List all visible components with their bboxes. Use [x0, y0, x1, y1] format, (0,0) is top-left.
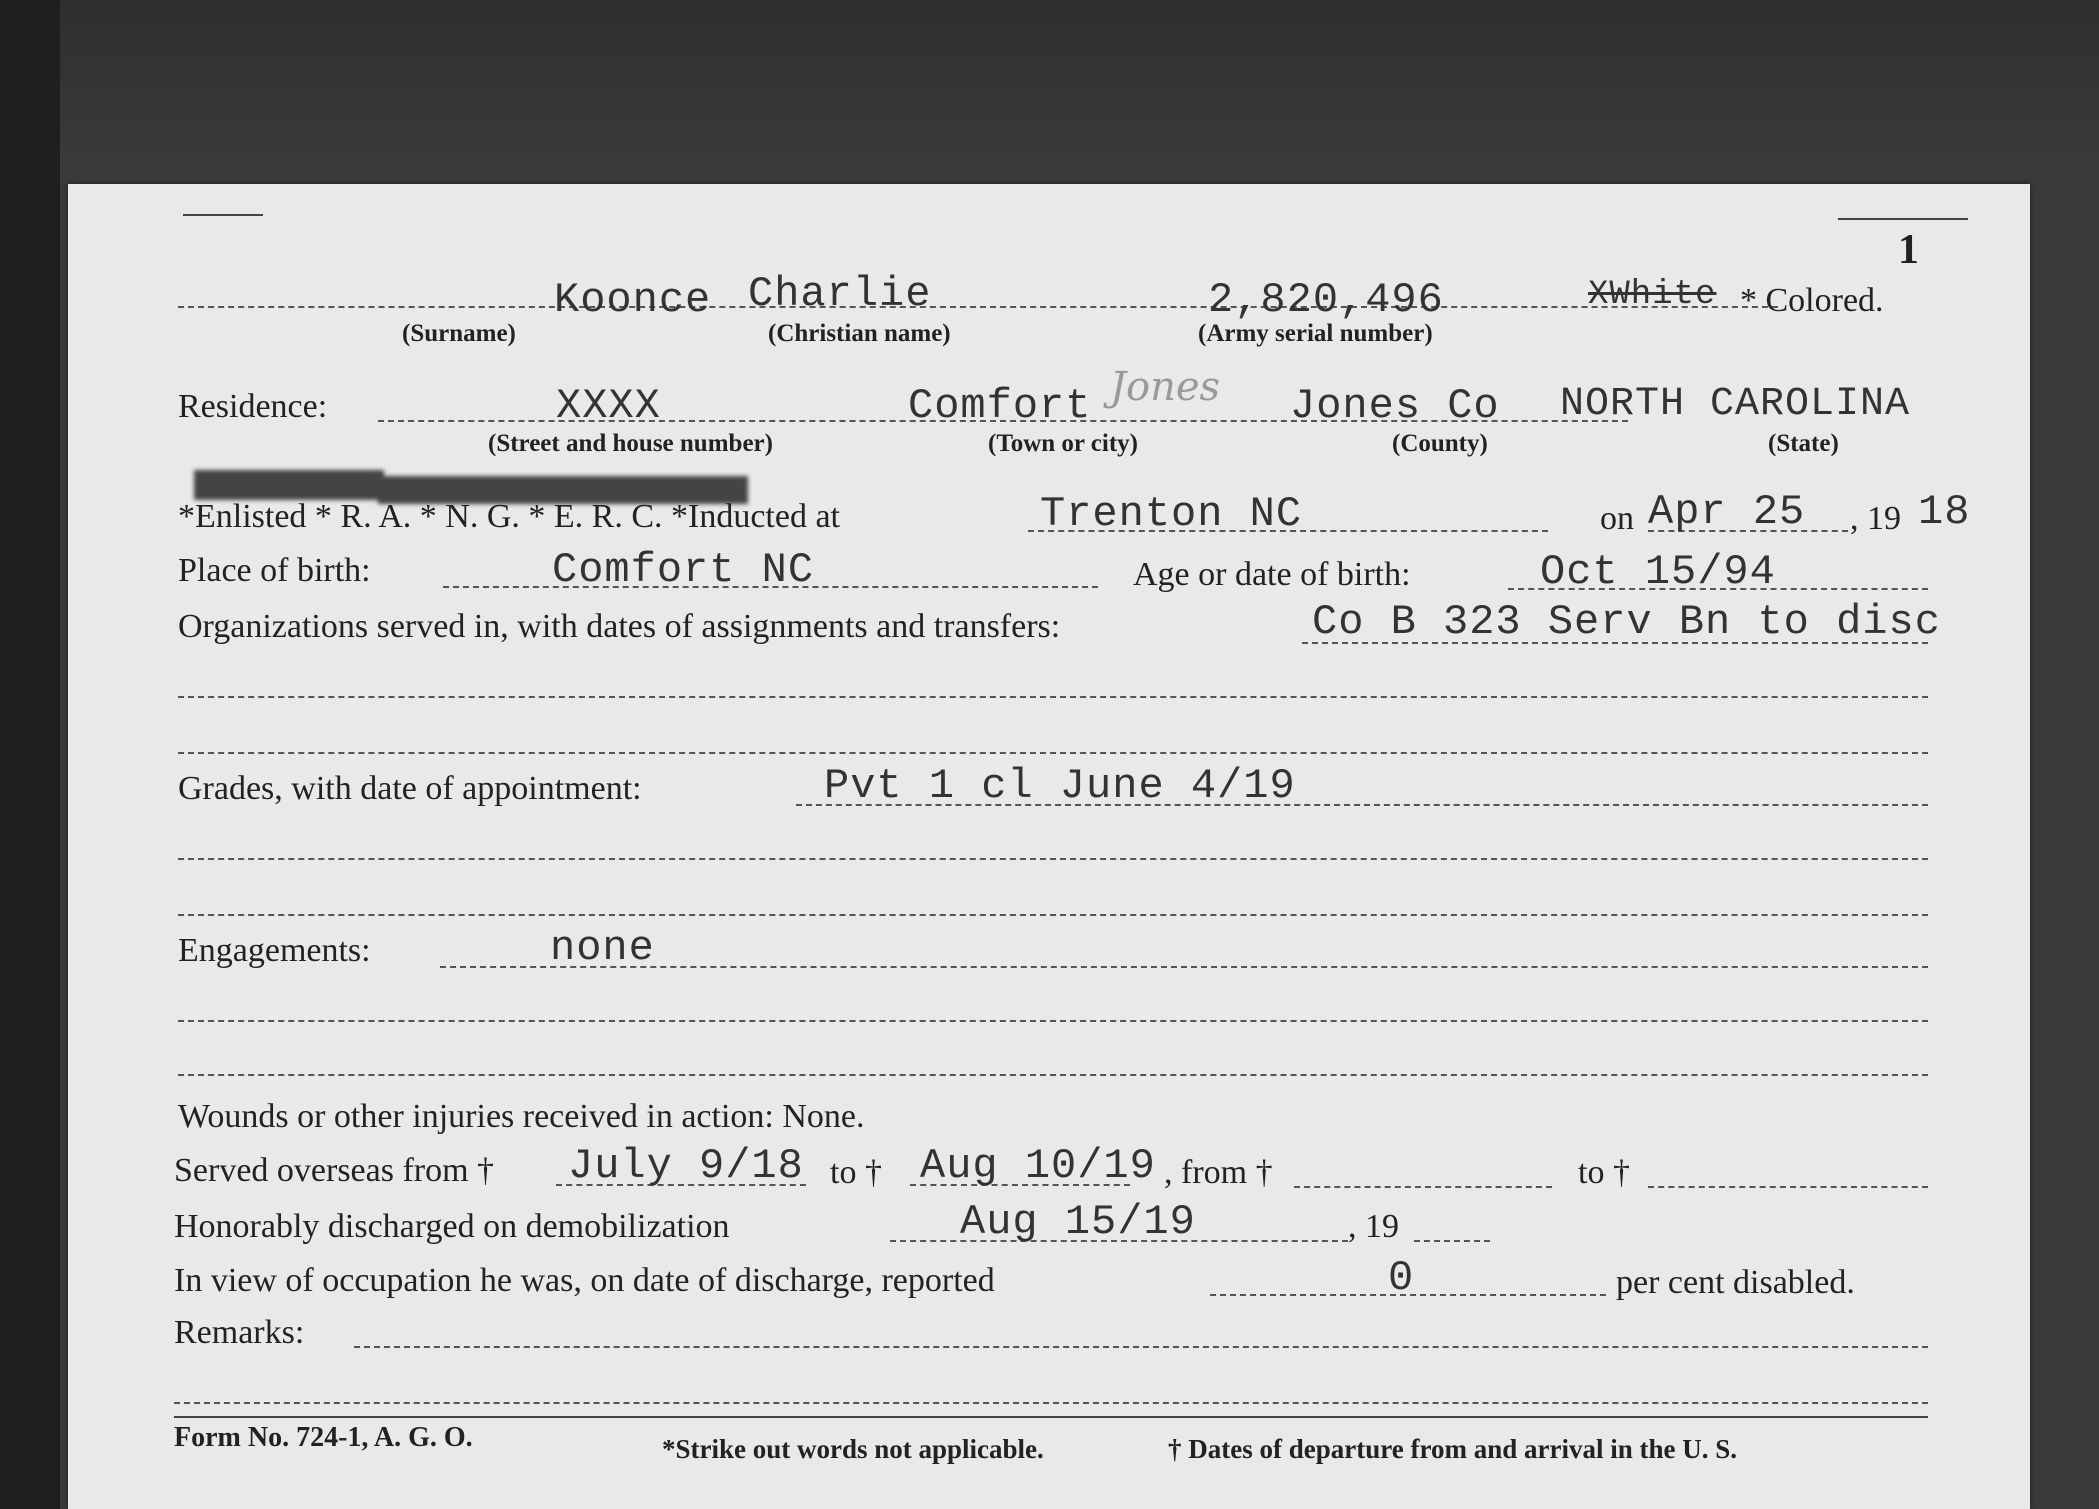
christian-name-caption: (Christian name)	[768, 320, 951, 347]
town-annotation: Jones	[1110, 364, 1221, 410]
surname-caption: (Surname)	[402, 320, 516, 347]
organizations-value: Co B 323 Serv Bn to disc	[1312, 598, 1941, 646]
engagements-blank-line	[178, 1020, 1928, 1022]
organizations-blank-line	[178, 752, 1928, 754]
inducted-date-value: Apr 25	[1648, 488, 1806, 536]
surname-value: Koonce	[554, 276, 712, 324]
wounds-text: Wounds or other injuries received in action: None.	[178, 1098, 865, 1135]
disability-value: 0	[1388, 1254, 1415, 1302]
street-value: XXXX	[556, 382, 661, 430]
place-of-birth-label: Place of birth:	[178, 552, 371, 589]
year-suffix: 18	[1918, 488, 1971, 536]
on-label: on	[1600, 500, 1634, 537]
strike-note: *Strike out words not applicable.	[662, 1434, 1044, 1464]
grades-blank-line	[178, 858, 1928, 860]
county-caption: (County)	[1392, 430, 1488, 457]
grades-value: Pvt 1 cl June 4/19	[824, 762, 1296, 810]
overseas-from-value: July 9/18	[568, 1142, 804, 1190]
state-value: NORTH CAROLINA	[1560, 382, 1911, 427]
redaction-mark	[194, 470, 384, 500]
overseas-from2-label: , from †	[1164, 1154, 1273, 1191]
grades-blank-line	[178, 914, 1928, 916]
discharge-label: Honorably discharged on demobilization	[174, 1208, 730, 1245]
discharge-year-line	[1414, 1240, 1490, 1242]
street-caption: (Street and house number)	[488, 430, 773, 457]
engagements-blank-line	[178, 1074, 1928, 1076]
organizations-label: Organizations served in, with dates of assignments and transfers:	[178, 608, 1061, 645]
grades-label: Grades, with date of appointment:	[178, 770, 642, 807]
colored-label: * Colored.	[1740, 282, 1884, 319]
corner-mark	[1838, 218, 1968, 220]
enlisted-prefix: *Enlisted * R. A. * N. G. * E. R. C. *Inducted at	[178, 498, 841, 535]
residence-label: Residence:	[178, 388, 328, 425]
place-of-birth-value: Comfort NC	[552, 546, 815, 594]
disability-label: In view of occupation he was, on date of discharge, reported	[174, 1262, 995, 1299]
town-value: Comfort	[908, 382, 1092, 430]
serial-number-value: 2,820,496	[1208, 276, 1444, 324]
scan-background	[0, 0, 2099, 180]
discharge-year-label: , 19	[1348, 1208, 1399, 1245]
engagements-line	[440, 966, 1928, 968]
christian-name-value: Charlie	[748, 270, 932, 318]
dates-note: † Dates of departure from and arrival in the U. S.	[1168, 1434, 1737, 1464]
overseas-to-label: to †	[830, 1154, 882, 1191]
engagements-label: Engagements:	[178, 932, 371, 969]
birth-date-value: Oct 15/94	[1540, 548, 1776, 596]
footer-rule	[174, 1416, 1928, 1418]
inducted-at-value: Trenton NC	[1040, 490, 1303, 538]
overseas-from2-line	[1294, 1186, 1552, 1188]
struck-race-value: XWhite	[1588, 276, 1717, 314]
disability-suffix: per cent disabled.	[1616, 1264, 1855, 1301]
town-caption: (Town or city)	[988, 430, 1138, 457]
name-line	[178, 306, 1778, 308]
age-label: Age or date of birth:	[1133, 556, 1411, 593]
overseas-to2-line	[1648, 1186, 1928, 1188]
organizations-blank-line	[178, 696, 1928, 698]
year-prefix: , 19	[1850, 500, 1901, 537]
state-caption: (State)	[1768, 430, 1839, 457]
remarks-label: Remarks:	[174, 1314, 305, 1351]
remarks-blank-line	[174, 1402, 1928, 1404]
card-number: 1	[1898, 227, 1919, 273]
form-number: Form No. 724-1, A. G. O.	[174, 1422, 473, 1453]
discharge-date-value: Aug 15/19	[960, 1198, 1196, 1246]
remarks-line	[354, 1346, 1928, 1348]
overseas-label: Served overseas from †	[174, 1152, 495, 1189]
serial-number-caption: (Army serial number)	[1198, 320, 1433, 347]
county-value: Jones Co	[1290, 382, 1500, 430]
overseas-to2-label: to †	[1578, 1154, 1630, 1191]
overseas-to-value: Aug 10/19	[920, 1142, 1156, 1190]
engagements-value: none	[550, 924, 655, 972]
scan-edge	[0, 0, 60, 1509]
corner-mark	[183, 214, 263, 216]
service-record-card	[68, 184, 2030, 1509]
